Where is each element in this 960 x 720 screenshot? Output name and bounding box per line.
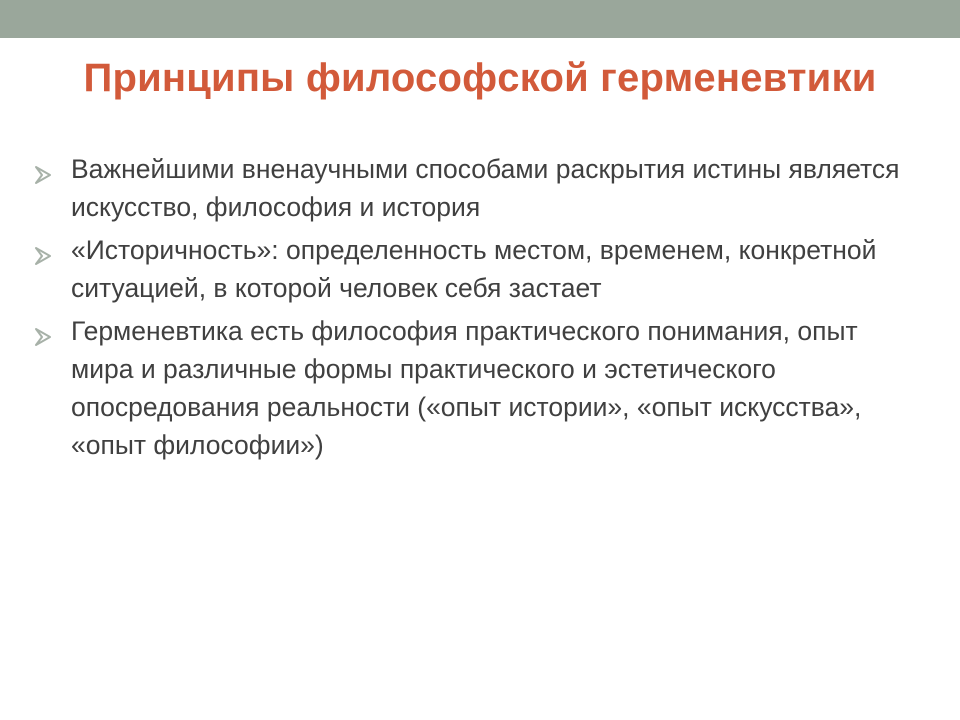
bullet-item-1 [34,150,914,226]
bullet-item-3 [34,312,914,464]
arrowhead-bullet-icon [34,238,58,258]
bullet-item-2 [34,231,914,307]
bullet-list [34,150,914,469]
bullet-text-2: «Историчность»: определенность местом, временем, конкретной ситуацией, в которой человек себя застает [71,235,877,303]
bullet-text-1: Важнейшими вненаучными способами раскрытия истины является искусство, философия и история [71,154,900,222]
top-accent-bar [0,0,960,38]
slide-title: Принципы философской герменевтики [83,56,877,100]
arrowhead-bullet-icon [34,319,58,339]
arrowhead-bullet-icon [34,157,58,177]
bullet-text-3: Герменевтика есть философия практического понимания, опыт мира и различные формы практического и эстетического опосредования реальности («опыт истории», «опыт искусства», «опыт философии») [71,316,862,460]
